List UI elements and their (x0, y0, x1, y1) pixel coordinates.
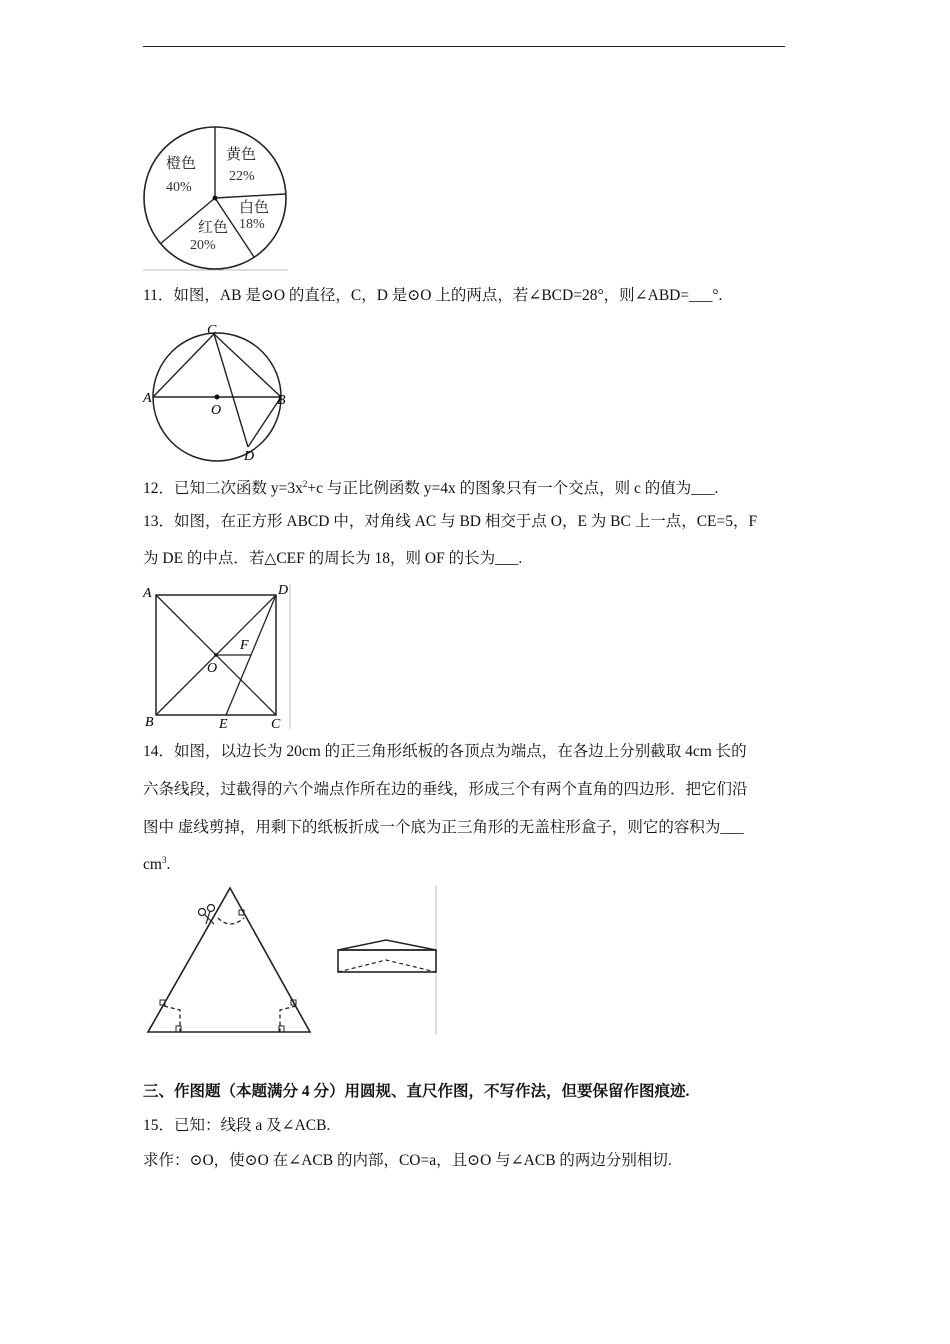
header-rule (143, 46, 785, 47)
label-b: B (145, 715, 154, 730)
q11-circle-figure (140, 322, 290, 462)
q14-line1: 14．如图，以边长为 20cm 的正三角形纸板的各顶点为端点，在各边上分别截取 4cm 长的 (143, 743, 747, 760)
q14-line3: 图中 虚线剪掉，用剩下的纸板折成一个底为正三角形的无盖柱形盒子，则它的容积为___ (143, 819, 744, 836)
slice-pct-yellow: 22% (229, 169, 255, 184)
q11-text: 11．如图，AB 是⊙O 的直径，C，D 是⊙O 上的两点，若∠BCD=28°，则∠ABD=___°. (143, 287, 723, 304)
label-e: E (219, 717, 228, 732)
label-a: A (143, 391, 152, 406)
label-b: B (277, 393, 286, 408)
label-f: F (240, 638, 249, 653)
q12-after: +c 与正比例函数 y=4x 的图象只有一个交点，则 c 的值为___. (307, 480, 719, 497)
q12-text (143, 479, 718, 499)
q13-line1: 13．如图，在正方形 ABCD 中，对角线 AC 与 BD 相交于点 O，E 为 BC 上一点，CE=5，F (143, 513, 758, 530)
q14-end: . (166, 856, 171, 873)
slice-pct-white: 18% (239, 217, 265, 232)
q14-unit: cm (143, 856, 162, 873)
label-d: D (244, 449, 255, 462)
slice-pct-red: 20% (190, 238, 216, 253)
q14-line4 (143, 855, 170, 875)
label-d: D (278, 583, 289, 598)
q15-line1: 15．已知：线段 a 及∠ACB. (143, 1117, 331, 1134)
q12-before: 12．已知二次函数 y=3x (143, 480, 303, 497)
section3-heading: 三、作图题（本题满分 4 分）用圆规、直尺作图，不写作法，但要保留作图痕迹. (143, 1083, 690, 1100)
label-o: O (211, 403, 222, 418)
label-o: O (207, 661, 218, 676)
q15-line2: 求作：⊙O，使⊙O 在∠ACB 的内部，CO=a，且⊙O 与∠ACB 的两边分别相切. (143, 1152, 672, 1169)
slice-label-red: 红色 (198, 218, 229, 236)
q12-sup: 2 (302, 479, 308, 489)
slice-label-white: 白色 (239, 198, 270, 216)
slice-label-yellow: 黄色 (226, 145, 257, 163)
q13-line2: 为 DE 的中点．若△CEF 的周长为 18，则 OF 的长为___. (143, 550, 523, 567)
q14-line2: 六条线段，过截得的六个端点作所在边的垂线，形成三个有两个直角的四边形．把它们沿 (143, 781, 748, 798)
label-c: C (271, 717, 281, 732)
q14-sup: 3 (161, 855, 167, 865)
slice-label-orange: 橙色 (166, 154, 197, 172)
slice-pct-orange: 40% (166, 180, 192, 195)
label-c: C (207, 323, 217, 338)
label-a: A (143, 586, 152, 601)
q14-triangle-figure (140, 884, 440, 1036)
pie-chart-figure (140, 124, 290, 272)
q13-square-figure (140, 582, 295, 732)
